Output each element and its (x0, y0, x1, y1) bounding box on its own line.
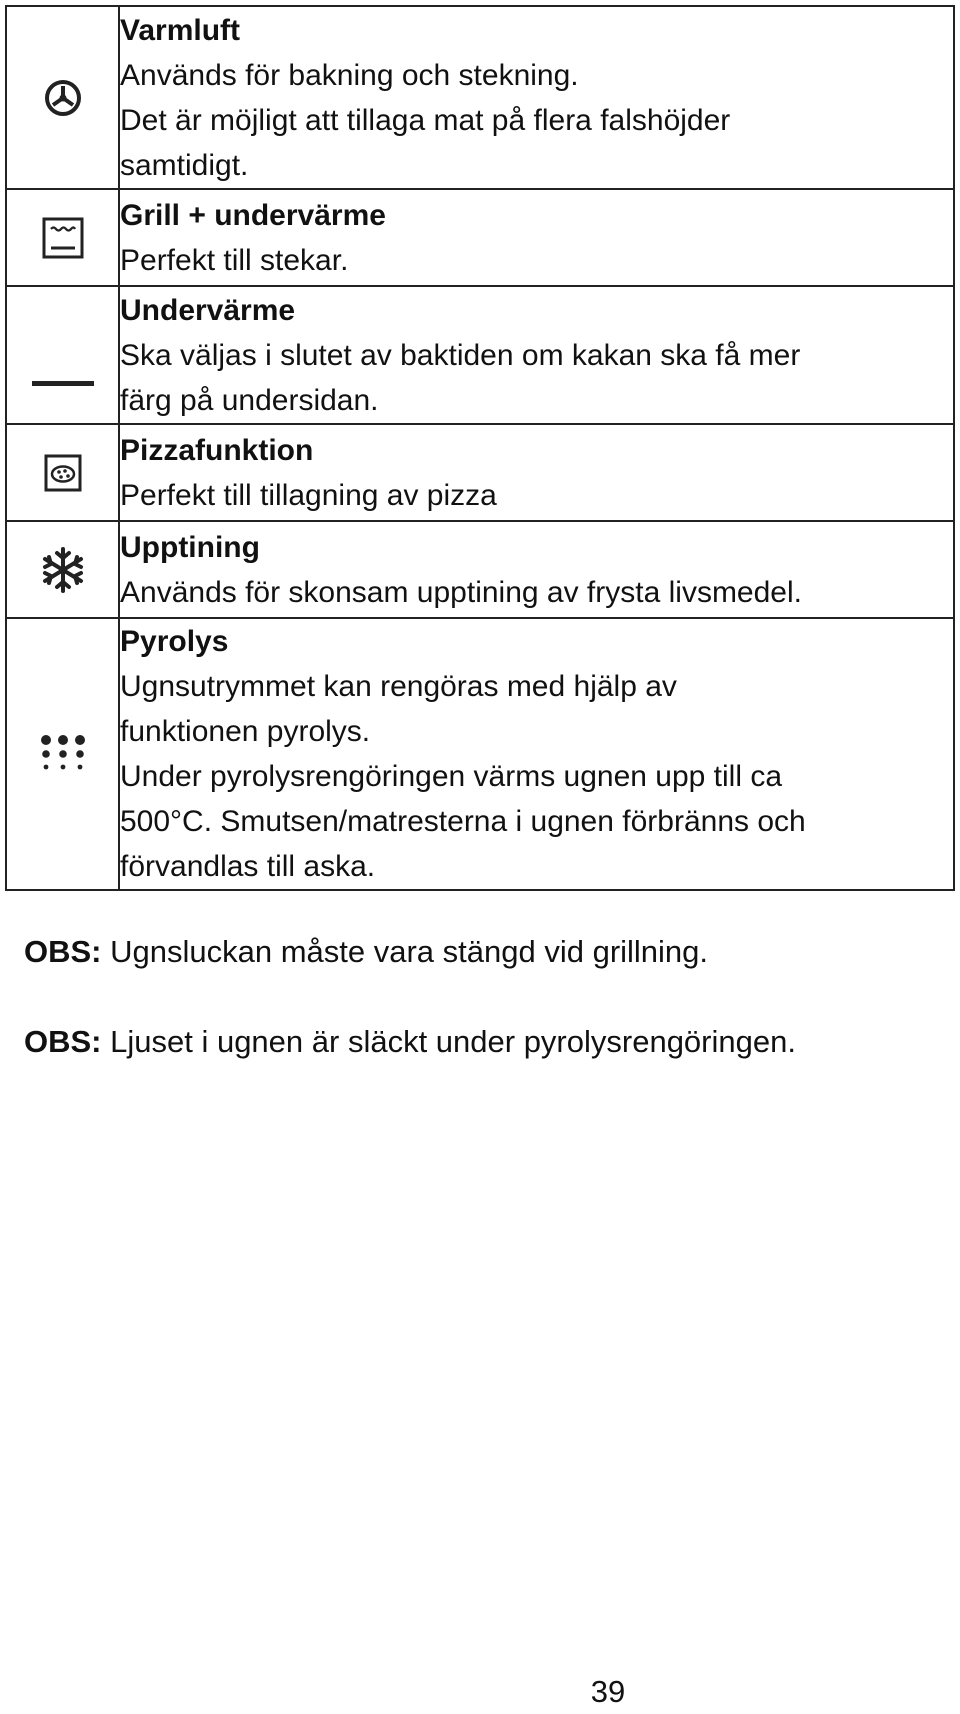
function-title: Pizzafunktion (120, 433, 314, 467)
page-number: 39 (590, 1674, 626, 1709)
function-text-line: samtidigt. (120, 148, 249, 182)
function-description (119, 286, 954, 424)
function-row-upptining (6, 521, 954, 618)
function-description (119, 521, 954, 618)
oven-functions-table (5, 5, 955, 891)
function-text-line: Används för skonsam upptining av frysta livsmedel. (120, 575, 802, 609)
bottom-heat-icon (32, 375, 94, 392)
function-text-line: Under pyrolysrengöringen värms ugnen upp till ca (120, 760, 783, 793)
icon-cell (6, 618, 119, 890)
function-title: Upptining (120, 530, 260, 564)
snowflake-icon (38, 561, 88, 578)
function-text-line: Ugnsutrymmet kan rengöras med hjälp av (120, 670, 677, 703)
icon-cell (6, 424, 119, 521)
function-text-line: färg på undersidan. (120, 383, 379, 417)
function-row-undervarme (6, 286, 954, 424)
grill-bottom-heat-icon (41, 229, 85, 246)
icon-cell (6, 286, 119, 424)
function-text-line: funktionen pyrolys. (120, 715, 371, 748)
function-title: Varmluft (120, 13, 241, 47)
function-row-pyrolys (6, 618, 954, 890)
note-light-off (24, 1020, 944, 1064)
function-title: Undervärme (120, 293, 296, 327)
function-row-grill-undervarme (6, 189, 954, 286)
note-label: OBS: (24, 1024, 102, 1059)
function-text-line: Det är möjligt att tillaga mat på flera falshöjder (120, 103, 731, 137)
note-text: Ugnsluckan måste vara stängd vid grillning. (101, 934, 709, 969)
function-title: Grill + undervärme (120, 198, 386, 232)
function-text-line: 500°C. Smutsen/matresterna i ugnen förbränns och (120, 805, 806, 838)
function-text-line: Perfekt till stekar. (120, 243, 349, 277)
function-description (119, 6, 954, 189)
function-text-line: Ska väljas i slutet av baktiden om kakan ska få mer (120, 338, 801, 372)
note-label: OBS: (24, 934, 102, 969)
function-row-pizzafunktion (6, 424, 954, 521)
icon-cell (6, 521, 119, 618)
function-description (119, 424, 954, 521)
notes-section (24, 930, 944, 1110)
pyrolysis-icon (37, 745, 89, 762)
function-description (119, 189, 954, 286)
function-text-line: Används för bakning och stekning. (120, 58, 579, 92)
icon-cell (6, 189, 119, 286)
pizza-icon (43, 464, 83, 481)
note-text: Ljuset i ugnen är släckt under pyrolysrengöringen. (101, 1024, 796, 1059)
function-text-line: Perfekt till tillagning av pizza (120, 478, 497, 512)
fan-icon (43, 89, 83, 106)
note-door-closed (24, 930, 944, 974)
function-title: Pyrolys (120, 625, 229, 658)
function-row-varmluft (6, 6, 954, 189)
function-description (119, 618, 954, 890)
function-text-line: förvandlas till aska. (120, 850, 376, 883)
icon-cell (6, 6, 119, 189)
